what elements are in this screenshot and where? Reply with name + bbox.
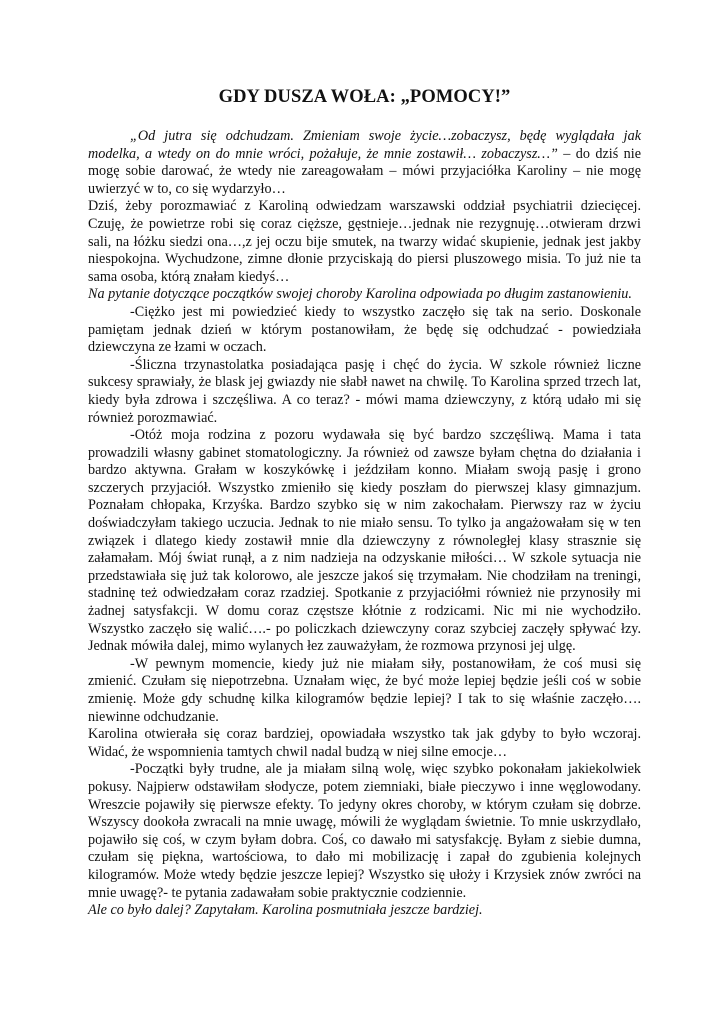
- answer-hard-paragraph: -Ciężko jest mi powiedzieć kiedy to wszystko zaczęło się tak na serio. Doskonale pamiętam jednak dzień w którym postanowiłam, że będę się odchudzać - powiedziała dziewczyna ze łzami w oczach.: [88, 303, 641, 356]
- family-paragraph: -Otóż moja rodzina z pozoru wydawała się być bardzo szczęśliwą. Mama i tata prowadzili własny gabinet stomatologiczny. Ja również od zawsze byłam chętna do działania i bardzo aktywna. Grałam w koszykówkę i jeździłam konno. Miałam swoją pasję i grono szczerych przyjaciół. Wszystko zmieniło się kiedy poszłam do pierwszej klasy gimnazjum. Poznałam chłopaka, Krzyśka. Bardzo szybko się w nim zakochałam. Pierwszy raz w życiu doświadczyłam takiego uczucia. Jednak to nie miało sensu. To tylko ja angażowałam się w ten związek i dlatego kiedy zostawił mnie dla dziewczyny z równoległej klasy strasznie się załamałam. Mój świat runął, a z nim nadzieja na odzyskanie miłości… W szkole sytuacja nie przedstawiała się już tak kolorowo, ale jeszcze jakoś się trzymałam. Nie chodziłam na treningi, stadninę też odwiedzałam coraz rzadziej. Spotkanie z przyjaciółmi również nie przynosiły mi żadnej satysfakcji. W domu coraz częstsze kłótnie z rodzicami. Nic mi nie wychodziło. Wszystko zaczęło się walić….- po policzkach dziewczyny coraz szybciej zaczęły spływać łzy. Jednak mówiła dalej, mimo wylanych łez zauważyłam, że rozmowa przynosi jej ulgę.: [88, 427, 641, 655]
- opened-paragraph: Karolina otwierała się coraz bardziej, opowiadała wszystko tak jak gdyby to było wczoraj. Widać, że wspomnienia tamtych chwil nadal budzą w niej silne emocje…: [88, 726, 641, 760]
- article-title: GDY DUSZA WOŁA: „POMOCY!”: [218, 87, 511, 107]
- question-start: Na pytanie dotyczące początków swojej choroby Karolina odpowiada po długim zastanowieniu.: [88, 286, 632, 303]
- beginning-paragraph: -Początki były trudne, ale ja miałam silną wolę, więc szybko pokonałam jakiekolwiek pokusy. Najpierw odstawiłam słodycze, potem ziemniaki, białe pieczywo i inne węglowodany. Wreszcie pojawiły się pierwsze efekty. To jedyny okres choroby, w którym czułam się dobrze. Wszyscy dookoła zwracali na mnie uwagę, mówili że wyglądam świetnie. To mnie uskrzydlało, pojawiło się coś, w czym byłam dobra. Coś, co dawało mi satysfakcję. Byłam z siebie dumna, czułam się piękna, wartościowa, to dało mi mobilizację i zapał do zgubienia kolejnych kilogramów. Może wtedy będzie jeszcze lepiej? Wszystko się ułoży i Krzysiek znów zwróci na mnie uwagę?- te pytania zadawałam sobie praktycznie codziennie.: [88, 761, 641, 901]
- intro-quote: „Od jutra się odchudzam. Zmieniam swoje życie…zobaczysz, będę wyglądała jak modelka, a wtedy on do mnie wróci, pożałuje, że mnie zostawił… zobaczysz…”: [88, 128, 641, 162]
- document-page: [88, 86, 641, 920]
- moment-paragraph: -W pewnym momencie, kiedy już nie miałam siły, postanowiłam, że coś musi się zmienić. Czułam się niepotrzebna. Uznałam więc, że być może lepiej będzie jeśli coś w sobie zmienię. Może gdy schudnę kilka kilogramów będzie lepiej? I tak to się właśnie zaczęło…. niewinne odchudzanie.: [88, 655, 641, 725]
- mother-paragraph: -Śliczna trzynastolatka posiadająca pasję i chęć do życia. W szkole również liczne sukcesy sprawiały, że blask jej gwiazdy nie słabł nawet na chwilę. To Karolina sprzed trzech lat, kiedy była zdrowa i szczęśliwa. A co teraz? - mówi mama dziewczyny, z którą udało mi się również porozmawiać.: [88, 356, 641, 426]
- intro-paragraph: [88, 128, 641, 198]
- intro-rest: – do dziś nie mogę sobie darować, że wtedy nie zareagowałam – mówi przyjaciółka Karoliny – nie mogę uwierzyć w to, co się wydarzyło…: [88, 145, 642, 197]
- question-next: Ale co było dalej? Zapytałam. Karolina posmutniała jeszcze bardziej.: [88, 902, 483, 919]
- visit-paragraph: Dziś, żeby porozmawiać z Karoliną odwiedzam warszawski oddział psychiatrii dziecięcej. Czuję, że powietrze robi się coraz cięższe, gęstnieje…jednak nie rezygnuję…otwieram drzwi sali, na łóżku siedzi ona…,z jej oczu bije smutek, na twarzy widać skupienie, jednak jest jakby niespokojna. Wychudzone, zimne dłonie przyciskają do piersi pluszowego misia. To już nie ta sama osoba, którą znałam kiedyś…: [88, 198, 641, 285]
